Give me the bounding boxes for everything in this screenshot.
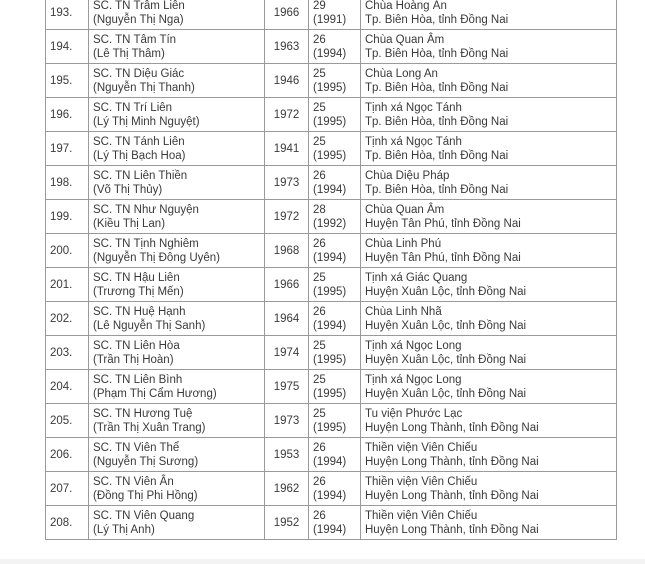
vassa-cell (309, 234, 361, 268)
dharma-name: SC. TN Trâm Liên (93, 0, 185, 12)
vassa-count: 25 (313, 271, 326, 284)
temple-location: Tp. Biên Hòa, tỉnh Đồng Nai (365, 149, 509, 162)
row-number-cell (46, 438, 89, 472)
temple-location: Huyện Long Thành, tỉnh Đồng Nai (365, 421, 539, 434)
temple-name: Tịnh xá Giác Quang (365, 271, 468, 284)
nun-list-table (45, 0, 617, 540)
vassa-year: (1994) (313, 523, 347, 536)
temple-location: Huyện Xuân Lộc, tỉnh Đồng Nai (365, 387, 527, 400)
row-number: 193. (50, 6, 73, 19)
row-number-cell (46, 234, 89, 268)
vassa-count: 26 (313, 441, 326, 454)
temple-name: Thiền viện Viên Chiếu (365, 475, 478, 488)
lay-name: (Kiều Thị Lan) (93, 217, 166, 230)
vassa-cell (309, 200, 361, 234)
vassa-cell (309, 336, 361, 370)
birth-year: 1952 (273, 516, 300, 529)
vassa-year: (1994) (313, 47, 347, 60)
lay-name: (Trần Thị Hoàn) (93, 353, 174, 366)
vassa-year: (1994) (313, 319, 347, 332)
vassa-count: 25 (313, 407, 326, 420)
table-row (46, 268, 617, 302)
birth-year-cell (265, 200, 309, 234)
birth-year-cell (265, 30, 309, 64)
place-cell (361, 404, 617, 438)
table-row (46, 200, 617, 234)
table-row (46, 404, 617, 438)
row-number-cell (46, 506, 89, 540)
row-number: 194. (50, 40, 73, 53)
row-number-cell (46, 30, 89, 64)
vassa-year: (1992) (313, 217, 347, 230)
place-cell (361, 370, 617, 404)
page-bottom-edge (0, 559, 645, 564)
row-number-cell (46, 404, 89, 438)
vassa-count: 26 (313, 475, 326, 488)
row-number: 200. (50, 244, 73, 257)
birth-year-cell (265, 336, 309, 370)
temple-location: Huyện Xuân Lộc, tỉnh Đồng Nai (365, 285, 527, 298)
name-cell (89, 302, 265, 336)
dharma-name: SC. TN Tịnh Nghiêm (93, 237, 199, 250)
vassa-count: 26 (313, 509, 326, 522)
lay-name: (Lê Nguyễn Thị Sanh) (93, 319, 206, 332)
lay-name: (Phạm Thị Cẩm Hương) (93, 387, 217, 400)
name-cell (89, 30, 265, 64)
vassa-cell (309, 268, 361, 302)
row-number: 206. (50, 448, 73, 461)
birth-year-cell (265, 302, 309, 336)
temple-name: Tịnh xá Ngọc Tánh (365, 101, 462, 114)
row-number: 199. (50, 210, 73, 223)
row-number: 201. (50, 278, 73, 291)
birth-year: 1974 (273, 346, 300, 359)
place-cell (361, 98, 617, 132)
lay-name: (Nguyễn Thị Nga) (93, 13, 184, 26)
name-cell (89, 200, 265, 234)
birth-year: 1975 (273, 380, 300, 393)
temple-name: Tịnh xá Ngọc Tánh (365, 135, 462, 148)
vassa-year: (1995) (313, 285, 347, 298)
birth-year-cell (265, 166, 309, 200)
vassa-count: 26 (313, 237, 326, 250)
temple-name: Tịnh xá Ngọc Long (365, 339, 462, 352)
row-number-cell (46, 336, 89, 370)
vassa-cell (309, 98, 361, 132)
birth-year-cell (265, 438, 309, 472)
birth-year-cell (265, 472, 309, 506)
place-cell (361, 438, 617, 472)
dharma-name: SC. TN Hương Tuệ (93, 407, 193, 420)
vassa-year: (1994) (313, 183, 347, 196)
vassa-year: (1995) (313, 421, 347, 434)
row-number: 203. (50, 346, 73, 359)
birth-year: 1973 (273, 176, 300, 189)
table-row (46, 234, 617, 268)
table-row (46, 98, 617, 132)
lay-name: (Lê Thị Thâm) (93, 47, 165, 60)
vassa-count: 25 (313, 135, 326, 148)
birth-year-cell (265, 0, 309, 30)
name-cell (89, 438, 265, 472)
dharma-name: SC. TN Liên Thiền (93, 169, 188, 182)
name-cell (89, 0, 265, 30)
dharma-name: SC. TN Diệu Giác (93, 67, 185, 80)
temple-name: Thiền viện Viên Chiếu (365, 509, 478, 522)
vassa-cell (309, 404, 361, 438)
birth-year: 1972 (273, 108, 300, 121)
vassa-cell (309, 472, 361, 506)
temple-location: Tp. Biên Hòa, tỉnh Đồng Nai (365, 13, 509, 26)
birth-year: 1946 (273, 74, 300, 87)
name-cell (89, 370, 265, 404)
birth-year: 1964 (273, 312, 300, 325)
dharma-name: SC. TN Viên Ân (93, 475, 174, 488)
dharma-name: SC. TN Trí Liên (93, 101, 173, 114)
place-cell (361, 506, 617, 540)
vassa-year: (1995) (313, 353, 347, 366)
dharma-name: SC. TN Viên Thể (93, 441, 180, 454)
birth-year: 1968 (273, 244, 300, 257)
row-number-cell (46, 132, 89, 166)
vassa-cell (309, 30, 361, 64)
row-number-cell (46, 98, 89, 132)
birth-year-cell (265, 234, 309, 268)
place-cell (361, 132, 617, 166)
place-cell (361, 336, 617, 370)
temple-name: Chùa Linh Nhã (365, 305, 442, 318)
name-cell (89, 268, 265, 302)
vassa-cell (309, 506, 361, 540)
name-cell (89, 132, 265, 166)
vassa-year: (1994) (313, 251, 347, 264)
temple-name: Chùa Long An (365, 67, 438, 80)
birth-year-cell (265, 506, 309, 540)
table-row (46, 336, 617, 370)
row-number: 208. (50, 516, 73, 529)
row-number-cell (46, 370, 89, 404)
place-cell (361, 30, 617, 64)
lay-name: (Đồng Thị Phi Hồng) (93, 489, 198, 502)
name-cell (89, 404, 265, 438)
dharma-name: SC. TN Tâm Tín (93, 33, 177, 46)
birth-year-cell (265, 64, 309, 98)
temple-name: Chùa Hoàng Ân (365, 0, 447, 12)
birth-year: 1941 (273, 142, 300, 155)
temple-location: Tp. Biên Hòa, tỉnh Đồng Nai (365, 115, 509, 128)
temple-name: Thiền viện Viên Chiếu (365, 441, 478, 454)
table-row (46, 302, 617, 336)
lay-name: (Lý Thị Anh) (93, 523, 155, 536)
lay-name: (Lý Thị Minh Nguyệt) (93, 115, 200, 128)
place-cell (361, 302, 617, 336)
dharma-name: SC. TN Hậu Liên (93, 271, 180, 284)
dharma-name: SC. TN Như Nguyện (93, 203, 199, 216)
birth-year-cell (265, 98, 309, 132)
vassa-count: 25 (313, 67, 326, 80)
dharma-name: SC. TN Viên Quang (93, 509, 195, 522)
dharma-name: SC. TN Tánh Liên (93, 135, 185, 148)
table-row (46, 472, 617, 506)
table-row (46, 0, 617, 30)
vassa-count: 26 (313, 305, 326, 318)
vassa-cell (309, 132, 361, 166)
table-row (46, 64, 617, 98)
temple-location: Huyện Xuân Lộc, tỉnh Đồng Nai (365, 319, 527, 332)
birth-year: 1972 (273, 210, 300, 223)
vassa-year: (1995) (313, 115, 347, 128)
row-number: 196. (50, 108, 73, 121)
name-cell (89, 336, 265, 370)
place-cell (361, 64, 617, 98)
place-cell (361, 0, 617, 30)
row-number-cell (46, 268, 89, 302)
birth-year-cell (265, 132, 309, 166)
temple-location: Huyện Tân Phú, tỉnh Đồng Nai (365, 251, 521, 264)
table-row (46, 132, 617, 166)
row-number-cell (46, 302, 89, 336)
temple-location: Huyện Long Thành, tỉnh Đồng Nai (365, 455, 539, 468)
lay-name: (Trương Thị Mến) (93, 285, 184, 298)
temple-name: Chùa Linh Phú (365, 237, 442, 250)
birth-year-cell (265, 370, 309, 404)
name-cell (89, 506, 265, 540)
vassa-year: (1994) (313, 489, 347, 502)
vassa-count: 25 (313, 373, 326, 386)
row-number-cell (46, 0, 89, 30)
table-body (46, 0, 617, 540)
table-row (46, 30, 617, 64)
birth-year: 1953 (273, 448, 300, 461)
birth-year: 1966 (273, 278, 300, 291)
vassa-count: 25 (313, 339, 326, 352)
lay-name: (Nguyễn Thị Thanh) (93, 81, 195, 94)
birth-year: 1966 (273, 6, 300, 19)
place-cell (361, 234, 617, 268)
vassa-year: (1991) (313, 13, 347, 26)
birth-year: 1962 (273, 482, 300, 495)
temple-name: Chùa Quan Âm (365, 203, 445, 216)
vassa-year: (1995) (313, 81, 347, 94)
table-row (46, 506, 617, 540)
lay-name: (Lý Thị Bạch Hoa) (93, 149, 186, 162)
place-cell (361, 472, 617, 506)
lay-name: (Nguyễn Thị Đông Uyên) (93, 251, 220, 264)
vassa-count: 25 (313, 101, 326, 114)
name-cell (89, 234, 265, 268)
dharma-name: SC. TN Liên Hòa (93, 339, 180, 352)
temple-location: Huyện Long Thành, tỉnh Đồng Nai (365, 523, 539, 536)
row-number-cell (46, 200, 89, 234)
row-number-cell (46, 64, 89, 98)
row-number: 207. (50, 482, 73, 495)
vassa-cell (309, 438, 361, 472)
row-number-cell (46, 166, 89, 200)
vassa-count: 26 (313, 33, 326, 46)
lay-name: (Võ Thị Thủy) (93, 183, 163, 196)
vassa-cell (309, 0, 361, 30)
place-cell (361, 200, 617, 234)
name-cell (89, 166, 265, 200)
birth-year: 1963 (273, 40, 300, 53)
place-cell (361, 268, 617, 302)
vassa-count: 26 (313, 169, 326, 182)
vassa-year: (1995) (313, 149, 347, 162)
birth-year-cell (265, 268, 309, 302)
row-number: 197. (50, 142, 73, 155)
table-row (46, 438, 617, 472)
lay-name: (Nguyễn Thị Sương) (93, 455, 199, 468)
nun-list-table-container (45, 0, 617, 540)
dharma-name: SC. TN Liên Bình (93, 373, 183, 386)
name-cell (89, 472, 265, 506)
temple-name: Tu viện Phước Lạc (365, 407, 463, 420)
vassa-cell (309, 370, 361, 404)
temple-name: Chùa Quan Âm (365, 33, 445, 46)
table-row (46, 166, 617, 200)
vassa-year: (1994) (313, 455, 347, 468)
temple-location: Tp. Biên Hòa, tỉnh Đồng Nai (365, 81, 509, 94)
vassa-cell (309, 302, 361, 336)
table-row (46, 370, 617, 404)
birth-year: 1973 (273, 414, 300, 427)
temple-name: Chùa Diệu Pháp (365, 169, 450, 182)
name-cell (89, 64, 265, 98)
row-number: 202. (50, 312, 73, 325)
temple-name: Tịnh xá Ngọc Long (365, 373, 462, 386)
row-number: 204. (50, 380, 73, 393)
temple-location: Tp. Biên Hòa, tỉnh Đồng Nai (365, 47, 509, 60)
row-number: 195. (50, 74, 73, 87)
temple-location: Huyện Xuân Lộc, tỉnh Đồng Nai (365, 353, 527, 366)
temple-location: Huyện Long Thành, tỉnh Đồng Nai (365, 489, 539, 502)
dharma-name: SC. TN Huệ Hạnh (93, 305, 186, 318)
lay-name: (Trần Thị Xuân Trang) (93, 421, 206, 434)
temple-location: Huyện Tân Phú, tỉnh Đồng Nai (365, 217, 521, 230)
row-number: 205. (50, 414, 73, 427)
birth-year-cell (265, 404, 309, 438)
temple-location: Tp. Biên Hòa, tỉnh Đồng Nai (365, 183, 509, 196)
vassa-cell (309, 166, 361, 200)
vassa-count: 29 (313, 0, 326, 12)
row-number: 198. (50, 176, 73, 189)
vassa-year: (1995) (313, 387, 347, 400)
row-number-cell (46, 472, 89, 506)
name-cell (89, 98, 265, 132)
vassa-cell (309, 64, 361, 98)
place-cell (361, 166, 617, 200)
vassa-count: 28 (313, 203, 326, 216)
